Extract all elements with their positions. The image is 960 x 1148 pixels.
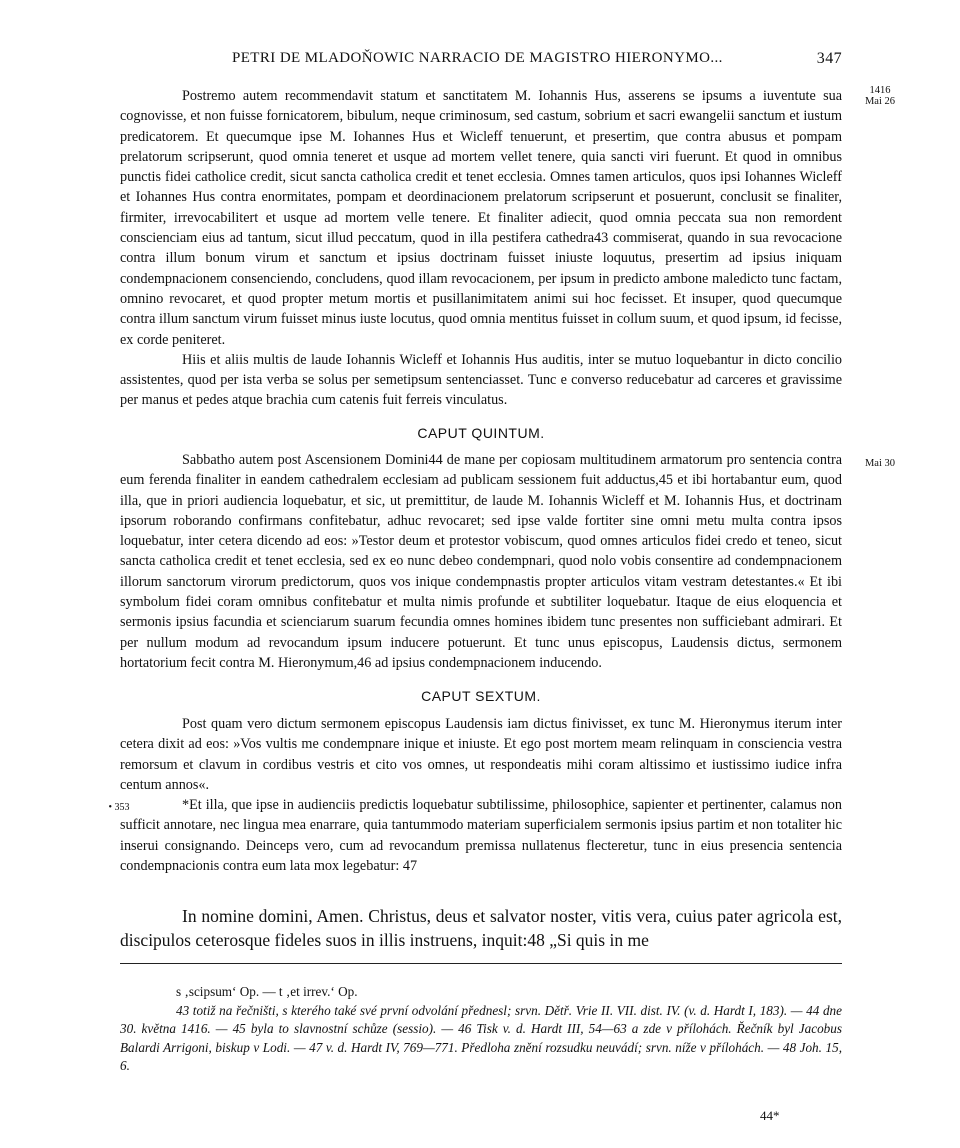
body-section-3 [120, 714, 842, 876]
paragraph-1: Postremo autem recommendavit statum et sanctitatem M. Iohannis Hus, asserens se ipsums a iuventute sua cognovisse, et non fuisse fornicatorem, bibulum, neque criminosum, sed castum, sobrium et sacri ewangelii sanctum et iustum predicatorem. Et quecumque ipse M. Iohannes Hus et Wicleff tenuerunt, et presertim, que contra abusus et pompam prelatorum scripserunt, quod omnia teneret et usque ad mortem vellet tenere, quia sancti viri fuerunt. Et quod in omnibus punctis fidei catholice credit, sicut sancta catholica credit et tenet ecclesia. Omnes tamen articulos, quos ipsi Iohannes Wicleff et Iohannes Hus contra enormitates, pompam et deordinacionem prelatorum scripserunt et posuerunt, conclusit se finaliter, firmiter, irrevocabilitert et usque ad mortem velle tenere. Et finaliter adiecit, quod omnia peccata sua non remordent conscienciam eius ad tantum, sicut illud peccatum, quod in illa pestifera cathedra43 commiserat, quando in sua revocacione contra illum bonum virum et sanctum et ipsius doctrinam fuisset iniuste loquutus, presertim ad ipsius iniquam condempnacionem consenciendo, concludens, quod illam revocacionem, per ipsum in predicto ambone maledicto tunc factam, omnino revocaret, et quod propter metum mortis et pusillanimitatem animi sui hoc fecisset. Et insuper, quod quecumque contra illum sanctum virum fuisset minus iuste locutus, quod omnia mentitus fuisset in collum suum, et quod ipsum, id fecisse, ex corde peniteret. [120, 88, 842, 348]
paragraph-3: Sabbatho autem post Ascensionem Domini44 de mane per copiosam multitudinem armatorum pro sentencia contra eum ferenda finaliter in eandem cathedralem ecclesiam ad publicam sessionem fuit adductus,45 et ibi hortabantur eum, quod illa, que in priori audiencia loquebatur, et sic, ut premittitur, de laude M. Iohannis Wicleff et M. Iohannis Hus, et doctrinam ipsorum roborando confirmans confitebatur, adhuc revocaret; sed ipse valde fortiter sine omni metu multa contra ipsos loquebatur, inter cetera dicendo ad eos: »Testor deum et protestor vobiscum, quod omnes articulos fidei credo et teneo, sicut sancta catholica credit et tenet ecclesia, sed ex eo nunc debeo condempnari, quod nolo vobis consentire ad condempnacionem illorum sanctorum virorum predictorum, quos vos inique condempnastis propter articulos vitam vestram detestantes.« Et ibi symbolum fidei coram omnibus confitebatur et multa nimis profunde et subtiliter loquebatur. Itaque de eius eloquencia et sermonis ipsius facundia et scienciarum suarum fecundia omnes homines ibidem tunc presentes non sufficiebant admirari. Et per nullum modum ad revocandum ipsum inducere potuerunt. Et tunc unus episcopus, Laudensis dictus, sermonem hortatorium fecit contra M. Hieronymum,46 ad ipsius condempnacionem inducendo. [120, 452, 842, 671]
margin-date-mai-30: Mai 30 [864, 458, 896, 469]
footnote-s: s ‚scipsum‘ Op. — t ‚et irrev.‘ Op. [176, 984, 358, 999]
body-section-2 [120, 450, 842, 673]
page-number: 347 [816, 50, 842, 67]
margin-date-1416 [860, 85, 900, 107]
paragraph-2: Hiis et aliis multis de laude Iohannis Wicleff et Iohannis Hus auditis, inter se mutuo loquebantur in dicto concilio assistentes, quod per ista verba se solus per semetipsum sentenciasset. Tunc e converso reducebatur ad carceres et gravissime per manus et pedes atque brachia cum catenis fuit ferreis vinculatus. [120, 351, 842, 409]
body-section-1 [120, 86, 842, 411]
footnotes [120, 983, 842, 1076]
margin-year: 1416 [869, 85, 891, 96]
signature-mark: 44* [760, 1108, 780, 1123]
running-head-title: PETRI DE MLADOŇOWIC NARRACIO DE MAGISTRO HIERONYMO... [232, 50, 723, 66]
margin-ref-353: • 353 [108, 802, 130, 813]
paragraph-4: Post quam vero dictum sermonem episcopus Laudensis iam dictus finivisset, ex tunc M. Hieronymus iterum inter cetera dixit ad eos: »Vos vultis me condempnare inique et iniuste. Et ego post mortem meam relinquam in consciencia vestra remorsum et clavum in cordibus vestris et cito vos omnes, ut respondeatis mihi coram altissimo et iustissimo iudice infra centum annos«. [120, 716, 842, 793]
footnote-43: 43 totiž na řečništi, s kterého také své první odvolání přednesl; srvn. Dětř. Vrie II. VII. dist. IV. (v. d. Hardt I, 183). — 44 dne 30. května 1416. — 45 byla to slavnostní schůze (sessio). — 46 Tisk v. d. Hardt III, 54—63 a zde v přílohách. Řečník byl Jacobus Balardi Arrigoni, biskup v Lodi. — 47 v. d. Hardt IV, 769—771. Předloha znění rozsudku neuvádí; srvn. níže v přílohách. — 48 Joh. 15, 6. [120, 1002, 842, 1073]
chapter-heading-5: CAPUT QUINTUM. [417, 425, 545, 441]
margin-date-mai-26: Mai 26 [864, 96, 896, 107]
chapter-heading-6: CAPUT SEXTUM. [421, 688, 541, 704]
body-section-4 [120, 904, 842, 952]
footnote-divider [120, 963, 842, 964]
paragraph-5: *Et illa, que ipse in audienciis predictis loquebatur subtilissime, philosophice, sapienter et pertinenter, calamus non sufficit annotare, nec lingua mea enarrare, quia tantummodo materiam superficialem sermonis ipsius partim et non totaliter hic inserui consignando. Deinceps vero, cum ad revocandum premissa nullatenus flecteretur, tunc in eius presencia sentencia condempnacionis contra eum lata mox legebatur: 47 [120, 797, 842, 875]
paragraph-6: In nomine domini, Amen. Christus, deus et salvator noster, vitis vera, cuius pater agricola est, discipulos ceterosque fideles suos in illis instruens, inquit:48 „Si quis in me [120, 906, 842, 950]
